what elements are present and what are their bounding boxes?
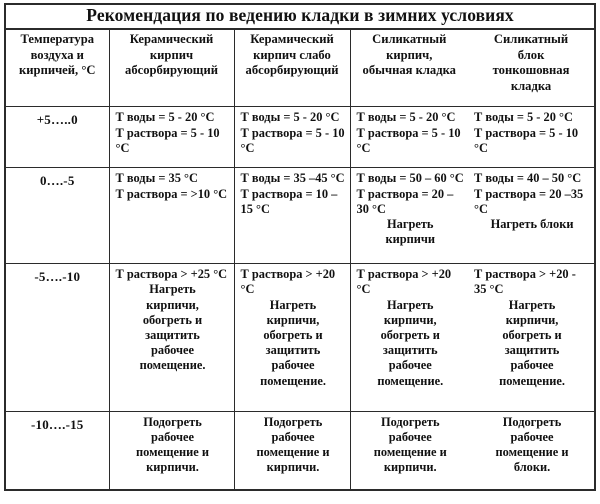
temperature-range: +5…..0 bbox=[36, 112, 78, 128]
cell-note: обогреть и bbox=[380, 327, 440, 342]
column-header-silicate-block bbox=[468, 29, 594, 107]
cell-note: кирпичи, bbox=[505, 312, 559, 327]
header-line: тонкошовная bbox=[492, 63, 570, 77]
cell-note: Подогреть bbox=[263, 414, 323, 429]
cell-note: кирпичи. bbox=[266, 460, 320, 475]
cell-line: Т воды = 35 –45 °С bbox=[240, 171, 345, 186]
cell-line: Т раствора = 20 – 30 °С bbox=[356, 186, 454, 216]
cell-note: кирпичи, bbox=[383, 312, 437, 327]
table-cell bbox=[468, 411, 594, 489]
cell-note: обогреть и bbox=[142, 312, 203, 327]
cell-note: защитить bbox=[265, 343, 321, 358]
header-line: кирпич bbox=[149, 47, 194, 62]
cell-note: защитить bbox=[145, 327, 200, 342]
cell-line: Т раствора = 5 - 10 °С bbox=[474, 125, 579, 155]
cell-note: рабочее bbox=[388, 429, 432, 444]
table-title-row bbox=[6, 5, 594, 29]
recommendation-table-frame bbox=[4, 3, 596, 491]
cell-note: Нагреть bbox=[387, 217, 434, 232]
cell-note: Подогреть bbox=[143, 414, 202, 429]
cell-note: Подогреть bbox=[380, 414, 440, 429]
table-cell bbox=[468, 107, 594, 168]
cell-note: кирпичи. bbox=[383, 460, 437, 475]
cell-note: кирпичи bbox=[385, 232, 436, 247]
cell-note: Нагреть блоки bbox=[490, 217, 574, 232]
cell-line: Т раствора = >10 °С bbox=[115, 186, 228, 201]
cell-note: рабочее bbox=[510, 429, 554, 444]
cell-note: помещение и bbox=[373, 445, 447, 460]
cell-note: рабочее bbox=[388, 358, 432, 373]
cell-note: рабочее bbox=[151, 343, 194, 358]
header-line: кирпич слабо bbox=[253, 47, 331, 62]
cell-note: защитить bbox=[382, 343, 438, 358]
header-line: Керамический bbox=[129, 32, 214, 46]
cell-note: Нагреть bbox=[269, 297, 317, 312]
cell-line: Т раствора = 5 - 10 °С bbox=[115, 125, 220, 155]
table-cell bbox=[234, 107, 350, 168]
cell-line: Т раствора = 5 - 10 °С bbox=[240, 125, 345, 155]
cell-line: Т раствора > +20 °С bbox=[356, 267, 452, 297]
column-header-temperature bbox=[6, 29, 109, 107]
cell-note: рабочее bbox=[510, 358, 554, 373]
cell-line: Т раствора > +25 °С bbox=[115, 267, 228, 282]
column-header-ceramic-absorbing bbox=[109, 29, 234, 107]
cell-note: блоки. bbox=[513, 460, 551, 475]
table-cell bbox=[109, 107, 234, 168]
cell-note: Нагреть bbox=[508, 297, 556, 312]
cell-note: помещение. bbox=[260, 373, 326, 388]
cell-note: кирпичи. bbox=[146, 460, 199, 475]
table-cell bbox=[109, 411, 234, 489]
recommendation-table bbox=[6, 5, 594, 489]
cell-note: кирпичи, bbox=[146, 297, 199, 312]
cell-note: рабочее bbox=[271, 429, 315, 444]
cell-line: Т раствора > +20 °С bbox=[240, 267, 336, 297]
cell-line: Т раствора = 10 – 15 °С bbox=[240, 186, 338, 216]
temperature-range: 0….-5 bbox=[6, 168, 109, 264]
cell-line: Т воды = 35 °С bbox=[115, 171, 198, 186]
cell-line: Т воды = 50 – 60 °С bbox=[356, 171, 464, 186]
table-row bbox=[6, 411, 594, 489]
table-cell bbox=[109, 168, 234, 264]
header-line: абсорбирующий bbox=[245, 63, 339, 77]
cell-note: помещение. bbox=[499, 373, 565, 388]
cell-line: Т воды = 5 - 20 °С bbox=[356, 110, 456, 125]
header-line: кирпичей, °С bbox=[19, 63, 96, 77]
page-title: Рекомендация по ведению кладки в зимних условиях bbox=[6, 5, 594, 29]
table-row bbox=[6, 264, 594, 412]
column-header-silicate-brick bbox=[350, 29, 468, 107]
cell-note: помещение и bbox=[135, 445, 209, 460]
table-row bbox=[6, 107, 594, 168]
header-line: Силикатный bbox=[372, 32, 447, 46]
cell-note: рабочее bbox=[151, 429, 194, 444]
cell-line: Т воды = 40 – 50 °С bbox=[474, 171, 582, 186]
cell-line: Т раствора = 5 - 10 °С bbox=[356, 125, 461, 155]
cell-note: Нагреть bbox=[149, 282, 196, 297]
table-cell bbox=[350, 411, 468, 489]
table-cell bbox=[350, 264, 468, 412]
header-line: абсорбирующий bbox=[125, 63, 218, 77]
cell-note: помещение. bbox=[139, 358, 206, 373]
cell-note: обогреть и bbox=[263, 327, 323, 342]
cell-line: Т воды = 5 - 20 °С bbox=[474, 110, 573, 125]
cell-note: кирпичи, bbox=[266, 312, 320, 327]
cell-note: Нагреть bbox=[387, 297, 434, 312]
table-cell bbox=[234, 168, 350, 264]
header-line: Керамический bbox=[250, 32, 334, 46]
cell-note: обогреть и bbox=[502, 327, 562, 342]
cell-note: помещение и bbox=[495, 445, 569, 460]
table-cell bbox=[468, 264, 594, 412]
table-cell bbox=[234, 411, 350, 489]
table-header-row bbox=[6, 29, 594, 107]
header-line: воздуха и bbox=[30, 47, 84, 62]
header-line: кирпич, bbox=[386, 47, 433, 62]
header-line: Температура bbox=[20, 32, 95, 46]
temperature-range: -5….-10 bbox=[6, 264, 109, 412]
table-row bbox=[6, 168, 594, 264]
header-line: Силикатный bbox=[493, 32, 569, 46]
cell-note: рабочее bbox=[271, 358, 315, 373]
table-cell bbox=[350, 168, 468, 264]
cell-line: Т воды = 5 - 20 °С bbox=[240, 110, 340, 125]
table-cell bbox=[109, 264, 234, 412]
temperature-range: -10….-15 bbox=[6, 411, 109, 489]
table-cell bbox=[234, 264, 350, 412]
column-header-ceramic-low-absorbing bbox=[234, 29, 350, 107]
cell-line: Т воды = 5 - 20 °С bbox=[115, 110, 215, 125]
table-cell bbox=[468, 168, 594, 264]
cell-line: Т раствора = 20 –35 °С bbox=[474, 186, 584, 216]
table-cell bbox=[350, 107, 468, 168]
header-line: кладка bbox=[510, 78, 552, 93]
header-line: обычная кладка bbox=[362, 63, 456, 77]
header-line: блок bbox=[517, 47, 545, 62]
cell-note: защитить bbox=[504, 343, 560, 358]
cell-line: Т раствора > +20 - 35 °С bbox=[474, 267, 576, 297]
cell-note: Подогреть bbox=[502, 414, 562, 429]
cell-note: помещение. bbox=[377, 373, 444, 388]
cell-note: помещение и bbox=[256, 445, 330, 460]
